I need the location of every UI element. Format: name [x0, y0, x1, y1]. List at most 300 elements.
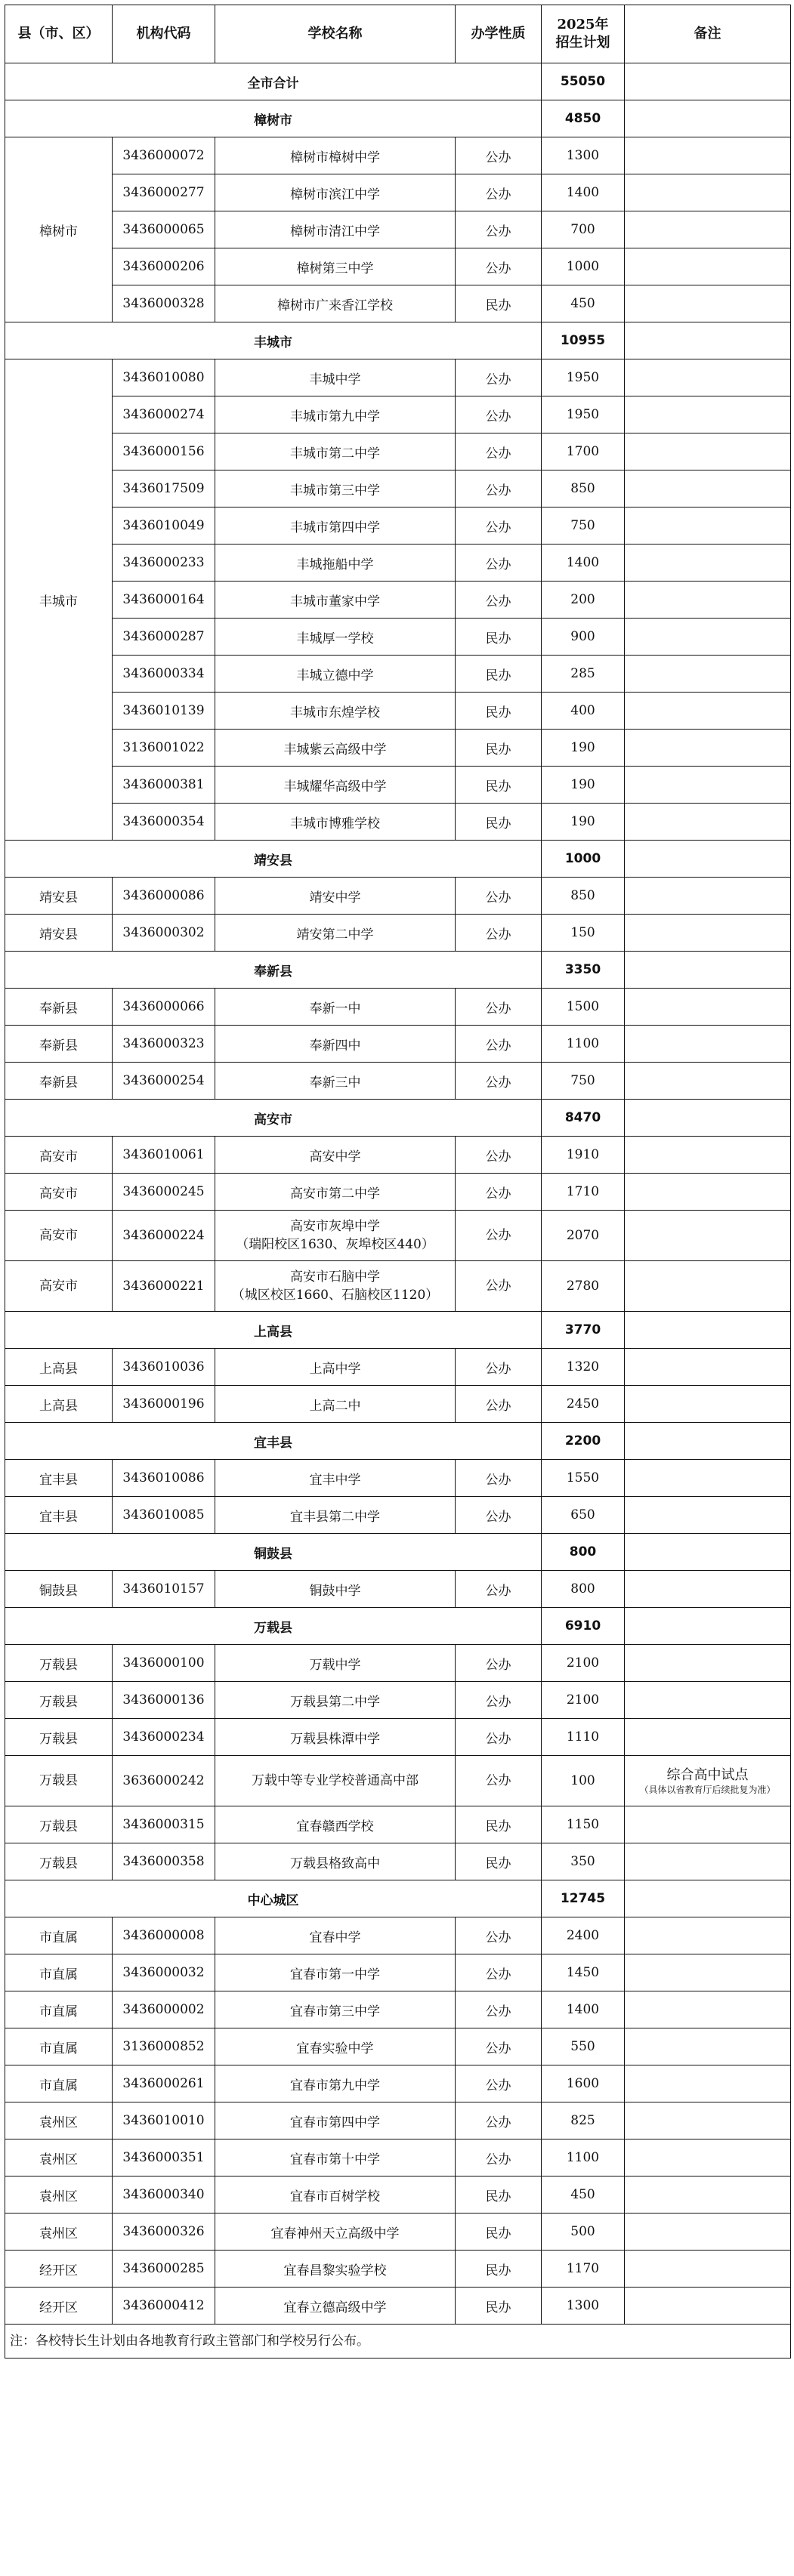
school-name-cell — [215, 1756, 456, 1806]
plan-cell: 1100 — [542, 1026, 625, 1063]
note-cell — [625, 1174, 791, 1211]
school-name: 宜春立德高级中学 — [283, 2300, 387, 2315]
subtotal-plan: 10955 — [542, 322, 625, 359]
school-name-cell — [215, 619, 456, 656]
code-cell: 3436000196 — [113, 1386, 215, 1423]
code-cell: 3436000164 — [113, 582, 215, 619]
school-type-cell: 公办 — [456, 545, 542, 582]
subtotal-note — [625, 1534, 791, 1571]
school-name: 宜丰中学 — [309, 1472, 361, 1488]
code-cell: 3436010085 — [113, 1497, 215, 1534]
note-cell — [625, 730, 791, 767]
table-row — [5, 1682, 791, 1719]
school-type-cell: 公办 — [456, 1174, 542, 1211]
school-name-cell — [215, 1682, 456, 1719]
school-name-cell — [215, 1386, 456, 1423]
table-row — [5, 1843, 791, 1880]
school-name-cell — [215, 2176, 456, 2214]
county-cell: 袁州区 — [5, 2214, 113, 2251]
table-row — [5, 2176, 791, 2214]
school-name: 万载县格致高中 — [290, 1856, 380, 1871]
subtotal-label: 宜丰县 — [5, 1423, 542, 1460]
county-cell: 铜鼓县 — [5, 1571, 113, 1608]
subtotal-row — [5, 322, 791, 359]
table-row — [5, 1211, 791, 1261]
school-name-cell — [215, 730, 456, 767]
school-name: 丰城耀华高级中学 — [283, 779, 387, 794]
plan-cell: 850 — [542, 878, 625, 915]
table-row — [5, 2214, 791, 2251]
county-cell: 袁州区 — [5, 2139, 113, 2176]
school-type-cell: 公办 — [456, 1991, 542, 2028]
table-row — [5, 2288, 791, 2325]
code-cell: 3136000852 — [113, 2028, 215, 2065]
table-row — [5, 137, 791, 174]
table-row — [5, 1174, 791, 1211]
note-cell — [625, 1026, 791, 1063]
subtotal-label: 铜鼓县 — [5, 1534, 542, 1571]
county-cell: 上高县 — [5, 1386, 113, 1423]
subtotal-row — [5, 1100, 791, 1137]
note-cell — [625, 396, 791, 433]
county-cell: 万载县 — [5, 1645, 113, 1682]
plan-cell: 1710 — [542, 1174, 625, 1211]
school-name-cell — [215, 1645, 456, 1682]
school-name: 万载县第二中学 — [290, 1694, 380, 1710]
table-row — [5, 396, 791, 433]
school-name: 丰城市第九中学 — [290, 409, 380, 424]
note-cell — [625, 1682, 791, 1719]
plan-cell: 1150 — [542, 1806, 625, 1843]
table-row — [5, 1806, 791, 1843]
subtotal-label: 靖安县 — [5, 841, 542, 878]
school-name: 丰城市东煌学校 — [290, 705, 380, 720]
plan-cell: 900 — [542, 619, 625, 656]
school-type-cell: 公办 — [456, 1386, 542, 1423]
school-type-cell: 民办 — [456, 730, 542, 767]
school-name: 宜春市第三中学 — [290, 2004, 380, 2019]
school-name-cell — [215, 804, 456, 841]
school-name-cell — [215, 2251, 456, 2288]
note-cell — [625, 1645, 791, 1682]
subtotal-label: 上高县 — [5, 1312, 542, 1349]
school-type-cell: 公办 — [456, 1719, 542, 1756]
note-cell — [625, 248, 791, 285]
table-row — [5, 248, 791, 285]
school-type-cell: 公办 — [456, 878, 542, 915]
note-cell — [625, 1719, 791, 1756]
school-name-cell — [215, 2065, 456, 2102]
plan-cell: 800 — [542, 1571, 625, 1608]
plan-cell: 1910 — [542, 1137, 625, 1174]
subtotal-plan: 12745 — [542, 1880, 625, 1917]
plan-cell: 750 — [542, 1063, 625, 1100]
school-type-cell: 公办 — [456, 2065, 542, 2102]
school-name: 宜春中学 — [309, 1930, 361, 1945]
plan-cell: 650 — [542, 1497, 625, 1534]
subtotal-note — [625, 1423, 791, 1460]
school-campus-detail: （城区校区1660、石脑校区1120） — [231, 1288, 439, 1303]
code-cell: 3436000277 — [113, 174, 215, 211]
note-text: 综合高中试点 — [666, 1766, 749, 1783]
plan-cell: 2100 — [542, 1645, 625, 1682]
code-cell: 3436000287 — [113, 619, 215, 656]
total-row — [5, 63, 791, 100]
school-type-cell: 公办 — [456, 1460, 542, 1497]
note-cell — [625, 1843, 791, 1880]
plan-cell: 850 — [542, 470, 625, 507]
school-type-cell: 民办 — [456, 619, 542, 656]
note-cell — [625, 507, 791, 545]
school-name: 宜春市第十中学 — [290, 2152, 380, 2167]
table-body — [5, 63, 791, 2325]
code-cell: 3436000254 — [113, 1063, 215, 1100]
plan-cell: 1400 — [542, 174, 625, 211]
note-cell — [625, 137, 791, 174]
code-cell: 3436000156 — [113, 433, 215, 470]
school-name-cell — [215, 656, 456, 693]
plan-cell: 1500 — [542, 989, 625, 1026]
note-cell — [625, 1917, 791, 1954]
school-name: 万载县株潭中学 — [290, 1731, 380, 1747]
school-type-cell: 民办 — [456, 1806, 542, 1843]
school-type-cell: 公办 — [456, 1063, 542, 1100]
plan-cell: 200 — [542, 582, 625, 619]
plan-cell: 450 — [542, 2176, 625, 2214]
code-cell: 3436000206 — [113, 248, 215, 285]
school-name: 宜春市第四中学 — [290, 2115, 380, 2130]
code-cell: 3436000261 — [113, 2065, 215, 2102]
code-cell: 3436000234 — [113, 1719, 215, 1756]
school-type-cell: 公办 — [456, 1917, 542, 1954]
plan-cell: 1950 — [542, 396, 625, 433]
note-cell — [625, 211, 791, 248]
school-name: 丰城立德中学 — [296, 668, 374, 683]
school-type-cell: 公办 — [456, 211, 542, 248]
subtotal-label: 樟树市 — [5, 100, 542, 137]
note-cell — [625, 285, 791, 322]
school-name: 樟树市清江中学 — [290, 224, 380, 239]
subtotal-plan: 1000 — [542, 841, 625, 878]
table-row — [5, 433, 791, 470]
school-name-cell — [215, 1026, 456, 1063]
school-name-cell — [215, 2102, 456, 2139]
school-name-cell — [215, 1137, 456, 1174]
plan-cell: 1950 — [542, 359, 625, 396]
subtotal-row — [5, 100, 791, 137]
subtotal-plan: 2200 — [542, 1423, 625, 1460]
school-type-cell: 公办 — [456, 1756, 542, 1806]
county-cell: 丰城市 — [5, 359, 113, 841]
school-name-cell — [215, 989, 456, 1026]
county-cell: 樟树市 — [5, 137, 113, 322]
code-cell: 3436000100 — [113, 1645, 215, 1682]
code-cell: 3436000328 — [113, 285, 215, 322]
subtotal-plan: 4850 — [542, 100, 625, 137]
county-cell: 市直属 — [5, 1917, 113, 1954]
plan-cell: 2450 — [542, 1386, 625, 1423]
enrollment-plan-sheet — [5, 5, 790, 2359]
county-cell: 高安市 — [5, 1174, 113, 1211]
code-cell: 3436000354 — [113, 804, 215, 841]
school-type-cell: 民办 — [456, 2176, 542, 2214]
code-cell: 3436010086 — [113, 1460, 215, 1497]
table-row — [5, 2139, 791, 2176]
school-name-cell — [215, 1991, 456, 2028]
school-type-cell: 公办 — [456, 1954, 542, 1991]
note-cell — [625, 915, 791, 952]
school-name: 丰城拖船中学 — [296, 557, 374, 572]
header-code: 机构代码 — [113, 5, 215, 63]
note-cell — [625, 174, 791, 211]
school-type-cell: 民办 — [456, 285, 542, 322]
code-cell: 3436000358 — [113, 1843, 215, 1880]
code-cell: 3436000066 — [113, 989, 215, 1026]
code-cell: 3436010036 — [113, 1349, 215, 1386]
school-type-cell: 公办 — [456, 2139, 542, 2176]
school-name-cell — [215, 1349, 456, 1386]
county-cell: 市直属 — [5, 2028, 113, 2065]
note-cell — [625, 878, 791, 915]
plan-cell: 400 — [542, 693, 625, 730]
note-cell — [625, 545, 791, 582]
school-type-cell: 公办 — [456, 1571, 542, 1608]
note-cell — [625, 433, 791, 470]
school-name-cell — [215, 2028, 456, 2065]
table-row — [5, 507, 791, 545]
code-cell: 3436000315 — [113, 1806, 215, 1843]
subtotal-plan: 8470 — [542, 1100, 625, 1137]
school-type-cell: 公办 — [456, 507, 542, 545]
plan-cell: 1600 — [542, 2065, 625, 2102]
note-cell — [625, 2251, 791, 2288]
school-name: 宜春赣西学校 — [296, 1819, 374, 1834]
table-row — [5, 1261, 791, 1312]
subtotal-row — [5, 1880, 791, 1917]
county-cell: 奉新县 — [5, 989, 113, 1026]
subtotal-row — [5, 1312, 791, 1349]
code-cell: 3436010061 — [113, 1137, 215, 1174]
school-name-cell — [215, 470, 456, 507]
note-cell — [625, 619, 791, 656]
school-type-cell: 公办 — [456, 1497, 542, 1534]
school-name-cell — [215, 915, 456, 952]
table-row — [5, 1497, 791, 1534]
subtotal-note — [625, 841, 791, 878]
county-cell: 万载县 — [5, 1843, 113, 1880]
plan-cell: 2070 — [542, 1211, 625, 1261]
plan-cell: 1450 — [542, 1954, 625, 1991]
subtotal-plan: 800 — [542, 1534, 625, 1571]
table-row — [5, 1349, 791, 1386]
code-cell: 3436000285 — [113, 2251, 215, 2288]
school-name: 丰城市董家中学 — [290, 594, 380, 609]
school-name-cell — [215, 507, 456, 545]
code-cell: 3436010139 — [113, 693, 215, 730]
note-cell — [625, 2065, 791, 2102]
note-cell — [625, 1211, 791, 1261]
school-type-cell: 民办 — [456, 2214, 542, 2251]
school-name-cell — [215, 396, 456, 433]
enrollment-plan-table — [5, 5, 791, 2359]
county-cell: 市直属 — [5, 2065, 113, 2102]
code-cell: 3436000032 — [113, 1954, 215, 1991]
note-cell — [625, 1386, 791, 1423]
school-type-cell: 公办 — [456, 470, 542, 507]
table-row — [5, 730, 791, 767]
code-cell: 3436000351 — [113, 2139, 215, 2176]
note-cell — [625, 1756, 791, 1806]
code-cell: 3436000412 — [113, 2288, 215, 2325]
school-name: 宜丰县第二中学 — [290, 1509, 380, 1525]
plan-cell: 2100 — [542, 1682, 625, 1719]
plan-cell: 1300 — [542, 137, 625, 174]
table-row — [5, 767, 791, 804]
subtotal-plan: 3770 — [542, 1312, 625, 1349]
code-cell: 3436000381 — [113, 767, 215, 804]
code-cell: 3436000065 — [113, 211, 215, 248]
school-type-cell: 公办 — [456, 1349, 542, 1386]
note-detail: （具体以省教育厅后续批复为准） — [639, 1784, 776, 1795]
school-type-cell: 公办 — [456, 582, 542, 619]
plan-cell: 100 — [542, 1756, 625, 1806]
school-name-cell — [215, 1174, 456, 1211]
school-type-cell: 公办 — [456, 137, 542, 174]
school-name-cell — [215, 433, 456, 470]
school-type-cell: 民办 — [456, 1843, 542, 1880]
school-name: 樟树市广来香江学校 — [277, 298, 393, 313]
school-name: 万载中学 — [309, 1657, 361, 1673]
county-cell: 高安市 — [5, 1137, 113, 1174]
school-name-cell — [215, 211, 456, 248]
subtotal-note — [625, 1880, 791, 1917]
table-row — [5, 2065, 791, 2102]
school-name: 铜鼓中学 — [309, 1583, 361, 1599]
table-row — [5, 1991, 791, 2028]
subtotal-label: 丰城市 — [5, 322, 542, 359]
table-row — [5, 1026, 791, 1063]
school-name: 宜春市百树学校 — [290, 2189, 380, 2204]
school-name: 宜春实验中学 — [296, 2041, 374, 2056]
note-cell — [625, 1571, 791, 1608]
code-cell: 3436000340 — [113, 2176, 215, 2214]
school-name-cell — [215, 1063, 456, 1100]
plan-cell: 1400 — [542, 1991, 625, 2028]
table-row — [5, 1460, 791, 1497]
school-name-cell — [215, 137, 456, 174]
table-row — [5, 1386, 791, 1423]
header-note: 备注 — [625, 5, 791, 63]
code-cell: 3436017509 — [113, 470, 215, 507]
code-cell: 3436000224 — [113, 1211, 215, 1261]
header-school-type: 办学性质 — [456, 5, 542, 63]
school-name: 上高二中 — [309, 1398, 361, 1414]
school-type-cell: 公办 — [456, 1682, 542, 1719]
code-cell: 3436000326 — [113, 2214, 215, 2251]
plan-cell: 825 — [542, 2102, 625, 2139]
table-row — [5, 545, 791, 582]
school-type-cell: 公办 — [456, 1645, 542, 1682]
table-row — [5, 285, 791, 322]
school-name: 上高中学 — [309, 1361, 361, 1377]
school-name-cell — [215, 1954, 456, 1991]
school-type-cell: 公办 — [456, 433, 542, 470]
school-type-cell: 公办 — [456, 248, 542, 285]
code-cell: 3436010157 — [113, 1571, 215, 1608]
code-cell: 3436000086 — [113, 878, 215, 915]
school-type-cell: 公办 — [456, 2028, 542, 2065]
school-name: 高安市灰埠中学 — [290, 1219, 380, 1234]
plan-cell: 450 — [542, 285, 625, 322]
table-row — [5, 1917, 791, 1954]
footnote-row — [5, 2325, 791, 2359]
total-plan: 55050 — [542, 63, 625, 100]
note-cell — [625, 2102, 791, 2139]
county-cell: 奉新县 — [5, 1026, 113, 1063]
school-name: 樟树第三中学 — [296, 261, 374, 276]
school-name: 丰城中学 — [309, 372, 361, 387]
school-name: 奉新三中 — [309, 1075, 361, 1091]
school-name-cell — [215, 582, 456, 619]
school-type-cell: 公办 — [456, 2102, 542, 2139]
school-name-cell — [215, 359, 456, 396]
subtotal-label: 高安市 — [5, 1100, 542, 1137]
table-row — [5, 1571, 791, 1608]
school-name-cell — [215, 1917, 456, 1954]
plan-cell: 1400 — [542, 545, 625, 582]
total-label: 全市合计 — [5, 63, 542, 100]
note-cell — [625, 2288, 791, 2325]
subtotal-note — [625, 1608, 791, 1645]
school-campus-detail: （瑞阳校区1630、灰埠校区440） — [236, 1237, 434, 1252]
note-cell — [625, 1954, 791, 1991]
school-type-cell: 公办 — [456, 174, 542, 211]
school-name-cell — [215, 2214, 456, 2251]
school-type-cell: 公办 — [456, 1211, 542, 1261]
subtotal-row — [5, 841, 791, 878]
code-cell: 3436000274 — [113, 396, 215, 433]
plan-cell: 190 — [542, 804, 625, 841]
plan-cell: 1110 — [542, 1719, 625, 1756]
county-cell: 靖安县 — [5, 878, 113, 915]
school-name: 丰城紫云高级中学 — [283, 742, 387, 757]
school-name: 高安中学 — [309, 1149, 361, 1165]
school-name-cell — [215, 1719, 456, 1756]
table-row — [5, 470, 791, 507]
table-row — [5, 1137, 791, 1174]
subtotal-note — [625, 100, 791, 137]
subtotal-note — [625, 1100, 791, 1137]
note-cell — [625, 1137, 791, 1174]
subtotal-note — [625, 322, 791, 359]
county-cell: 上高县 — [5, 1349, 113, 1386]
school-name-cell — [215, 1261, 456, 1312]
school-name: 丰城厚一学校 — [296, 631, 374, 646]
county-cell: 高安市 — [5, 1261, 113, 1312]
plan-cell: 285 — [542, 656, 625, 693]
school-name: 丰城市第三中学 — [290, 483, 380, 498]
table-row — [5, 693, 791, 730]
code-cell: 3436010010 — [113, 2102, 215, 2139]
county-cell: 市直属 — [5, 1991, 113, 2028]
school-name: 丰城市博雅学校 — [290, 816, 380, 831]
school-type-cell: 民办 — [456, 2288, 542, 2325]
school-type-cell: 公办 — [456, 1026, 542, 1063]
plan-cell: 1170 — [542, 2251, 625, 2288]
school-type-cell: 民办 — [456, 767, 542, 804]
table-row — [5, 2251, 791, 2288]
code-cell: 3436000136 — [113, 1682, 215, 1719]
